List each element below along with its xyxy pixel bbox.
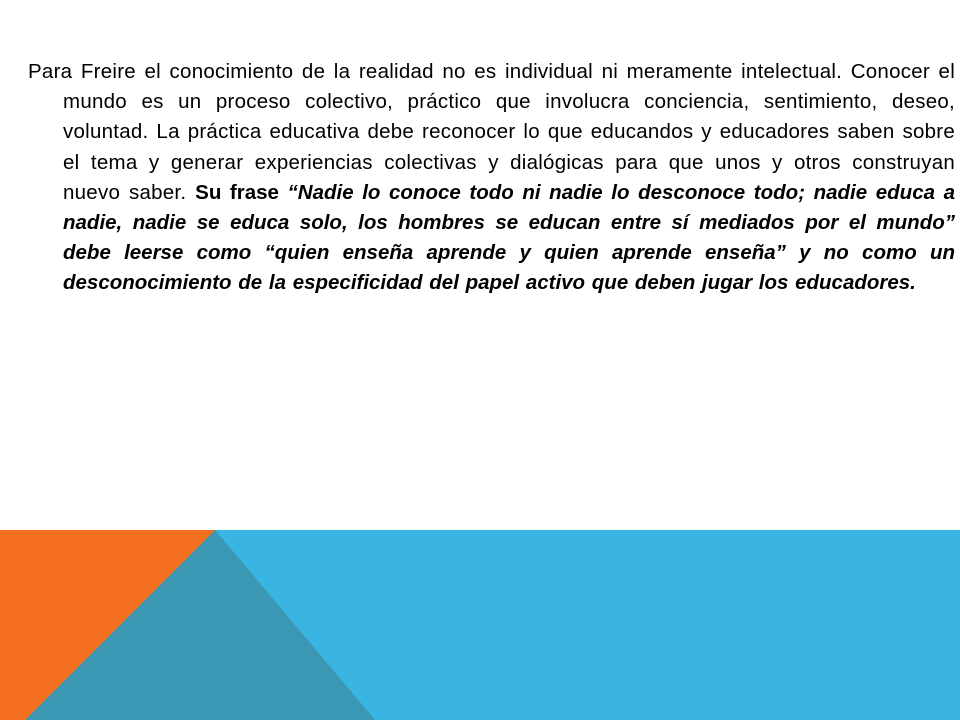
- slide-body-paragraph: [28, 57, 955, 299]
- paragraph-lead-bold-text: Su frase: [195, 180, 288, 204]
- paragraph-emphasis-text: “Nadie lo conoce todo ni nadie lo desconoce todo; nadie educa a nadie, nadie se educa solo, los hombres se educan entre sí mediados por el mundo” debe leerse como “quien enseña aprende y quien aprende enseña” y no como un desconocimiento de la especificidad del papel activo que deben jugar los educadores.: [63, 180, 955, 295]
- decorative-footer-band: [0, 530, 960, 720]
- footer-shapes: [0, 530, 960, 720]
- paragraph-plain-text: Para Freire el conocimiento de la realidad no es individual ni meramente intelectual. Conocer el mundo es un proceso colectivo, práctico que involucra conciencia, sentimiento, deseo, voluntad. La práctica educativa debe reconocer lo que educandos y educadores saben sobre el tema y generar experiencias colectivas y dialógicas para que unos y otros construyan nuevo saber.: [28, 60, 955, 204]
